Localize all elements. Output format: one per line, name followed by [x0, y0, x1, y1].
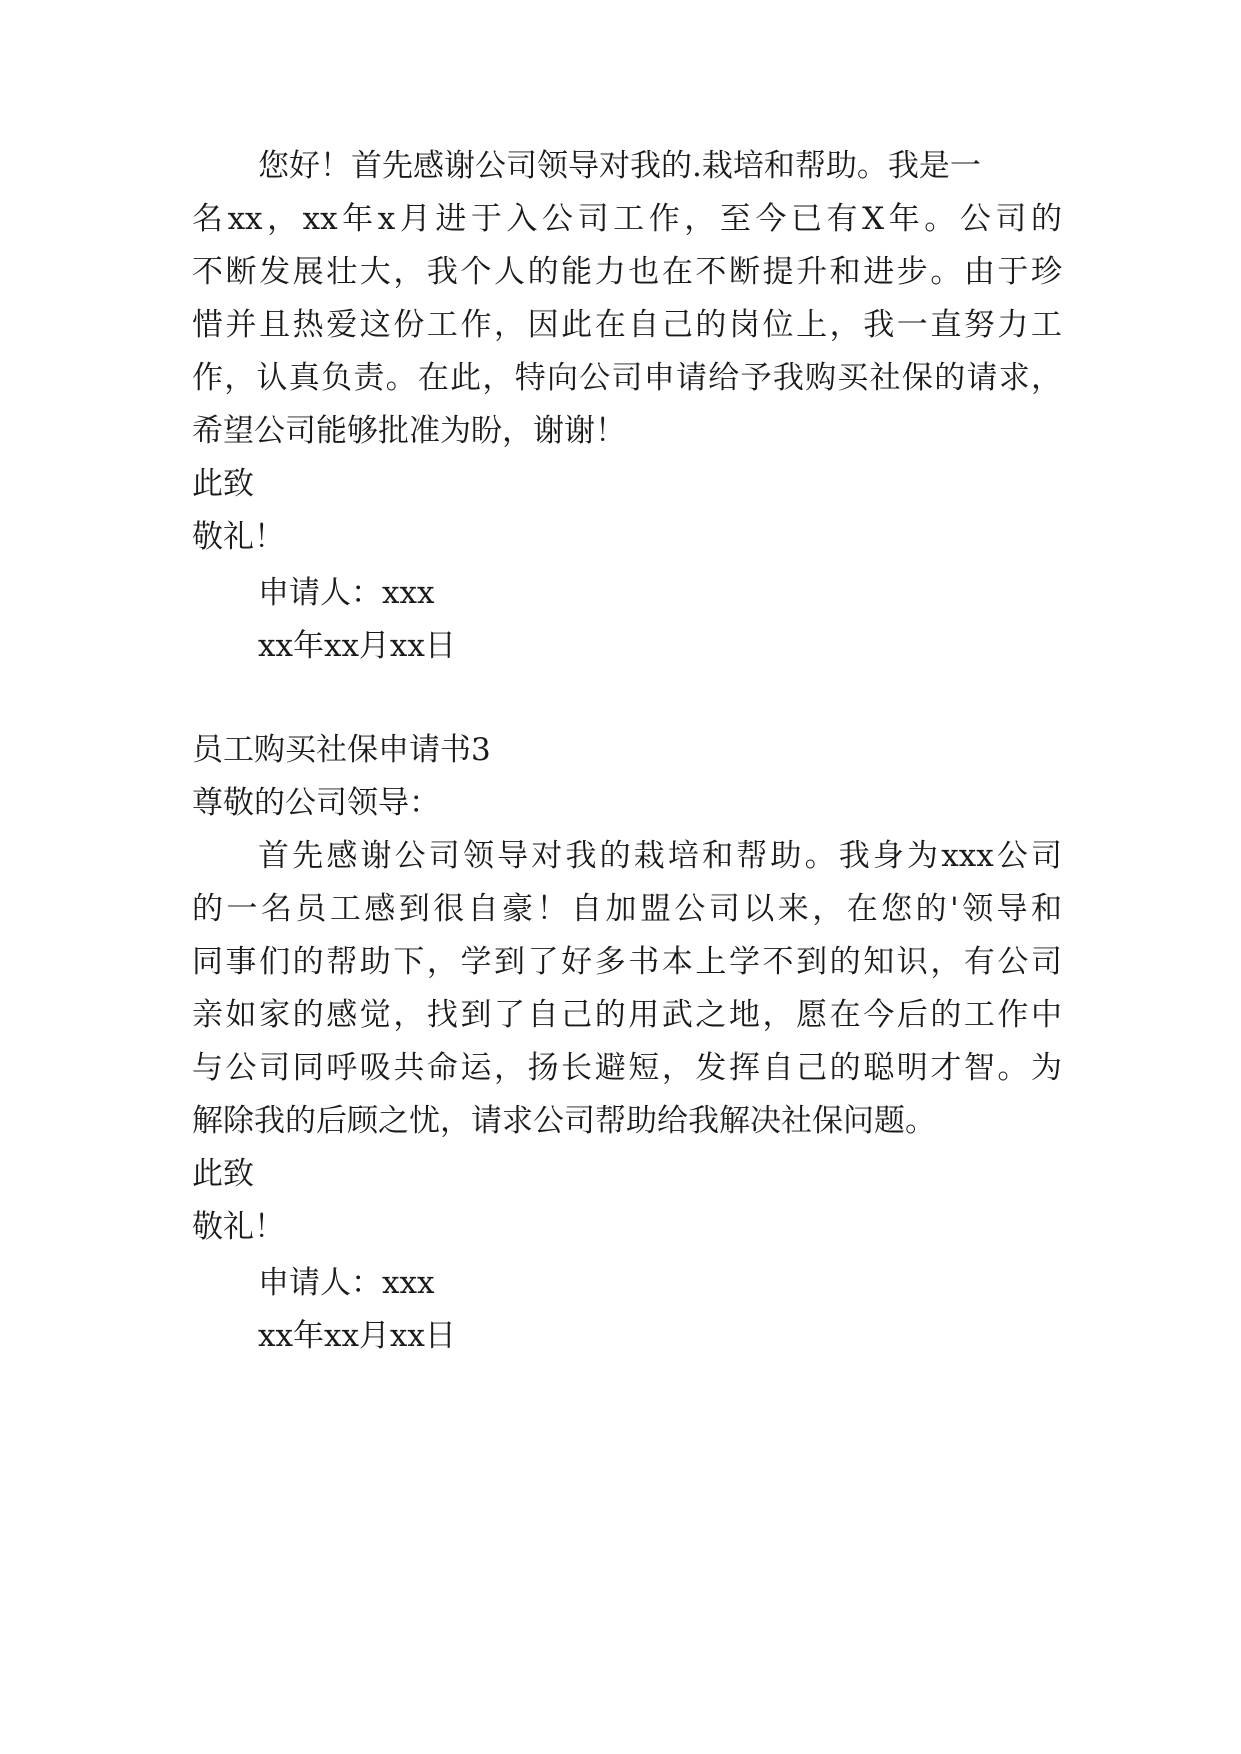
- letter1-closing-1: 此致: [192, 466, 254, 502]
- letter2-date: xx年xx月xx日: [258, 1318, 456, 1354]
- letter1-body-line-5: 作，认真负责。在此，特向公司申请给予我购买社保的请求，: [192, 360, 1062, 396]
- letter1-body-line-1: 您好！首先感谢公司领导对我的.栽培和帮助。我是一: [258, 148, 981, 184]
- letter2-body-line-1: 首先感谢公司领导对我的栽培和帮助。我身为xxx公司: [258, 838, 1062, 874]
- letter2-body-line-4: 亲如家的感觉，找到了自己的用武之地，愿在今后的工作中: [192, 997, 1062, 1033]
- letter2-title: 员工购买社保申请书3: [192, 732, 491, 768]
- letter2-signature: 申请人：xxx: [258, 1265, 435, 1301]
- letter2-closing-1: 此致: [192, 1156, 254, 1192]
- letter2-closing-2: 敬礼！: [192, 1209, 285, 1245]
- letter1-body-line-3: 不断发展壮大，我个人的能力也在不断提升和进步。由于珍: [192, 254, 1062, 290]
- letter2-body-line-6: 解除我的后顾之忧，请求公司帮助给我解决社保问题。: [192, 1103, 936, 1139]
- letter1-body-line-6: 希望公司能够批准为盼，谢谢！: [192, 413, 626, 449]
- letter2-body-line-3: 同事们的帮助下，学到了好多书本上学不到的知识，有公司: [192, 944, 1062, 980]
- letter1-date: xx年xx月xx日: [258, 628, 456, 664]
- letter2-salutation: 尊敬的公司领导：: [192, 785, 440, 821]
- letter1-signature: 申请人：xxx: [258, 575, 435, 611]
- letter2-body-line-5: 与公司同呼吸共命运，扬长避短，发挥自己的聪明才智。为: [192, 1050, 1062, 1086]
- letter1-closing-2: 敬礼！: [192, 519, 285, 555]
- letter2-body-line-2: 的一名员工感到很自豪！自加盟公司以来，在您的'领导和: [192, 891, 1062, 927]
- letter1-body-line-4: 惜并且热爱这份工作，因此在自己的岗位上，我一直努力工: [192, 307, 1062, 343]
- letter1-body-line-2: 名xx，xx年x月进于入公司工作，至今已有X年。公司的: [192, 201, 1062, 237]
